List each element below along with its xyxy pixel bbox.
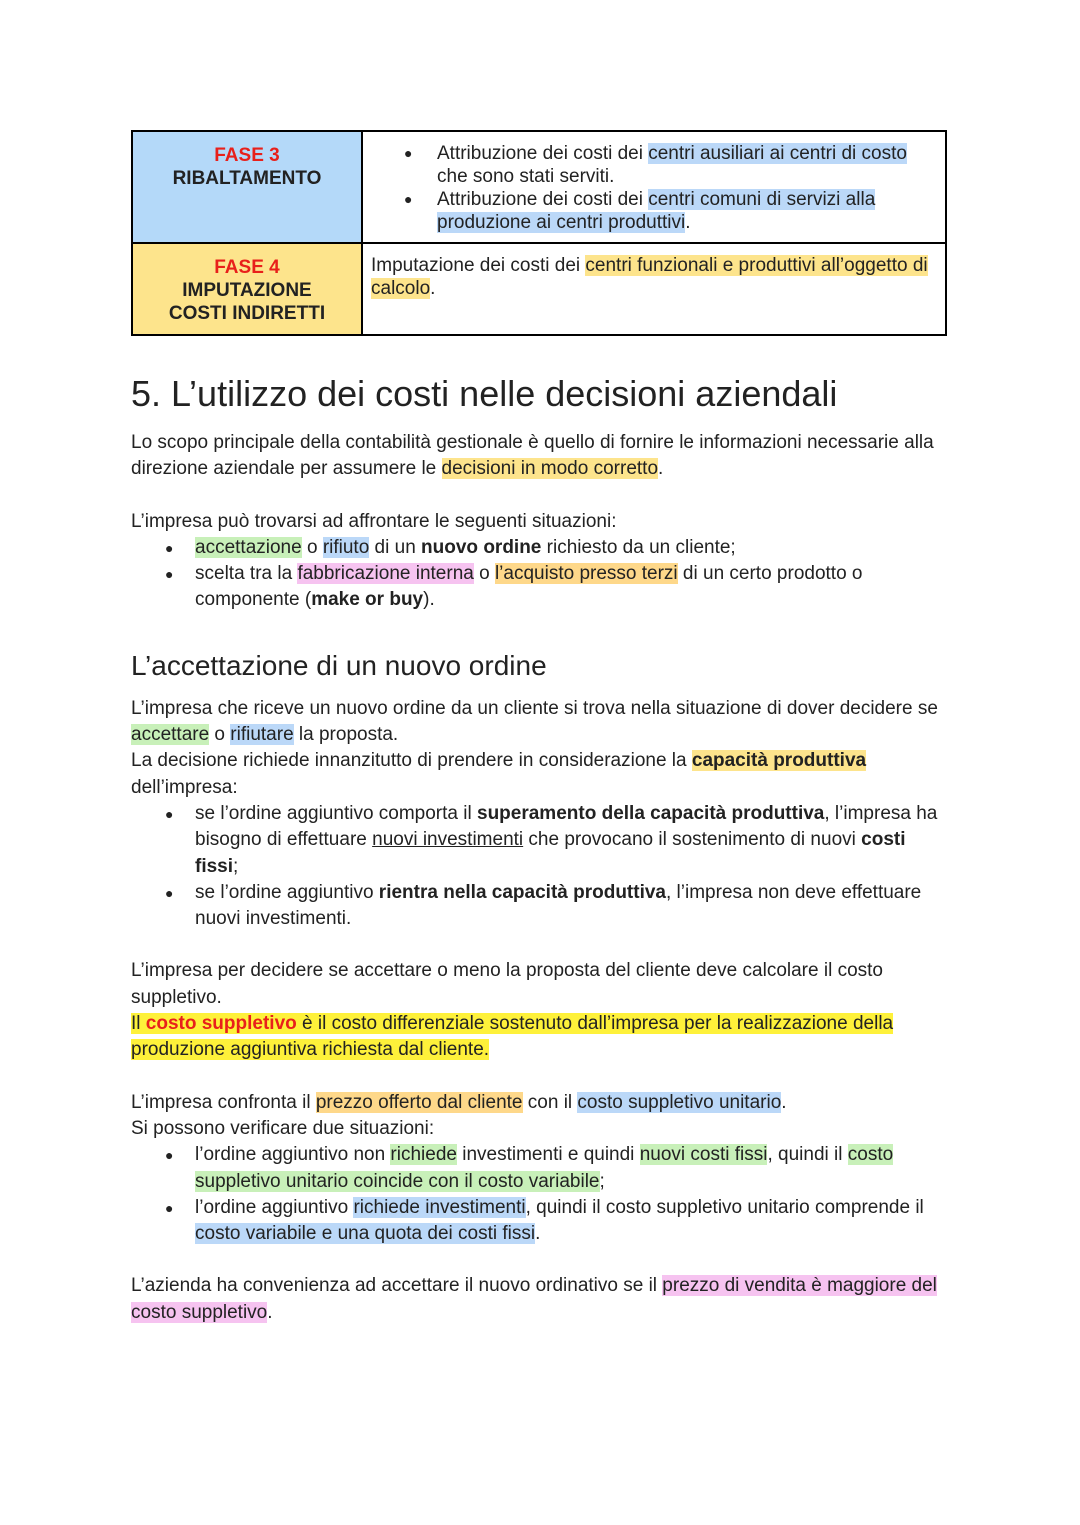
phases-table	[131, 130, 947, 336]
fase3-label-cell	[132, 131, 362, 243]
section-title: 5. L’utilizzo dei costi nelle decisioni aziendali	[131, 373, 838, 414]
list-item: ● se l’ordine aggiuntivo rientra nella capacità produttiva, l’impresa non deve effettuare nuovi investimenti.	[131, 880, 947, 933]
paragraph: L’impresa confronta il prezzo offerto dal cliente con il costo suppletivo unitario.	[131, 1091, 787, 1113]
fase3-name: RIBALTAMENTO	[172, 168, 322, 189]
paragraph: Si possono verificare due situazioni:	[131, 1117, 435, 1139]
fase3-number: FASE 3	[214, 145, 280, 166]
list-item: ● se l’ordine aggiuntivo comporta il superamento della capacità produttiva, l’impresa ha bisogno di effettuare nuovi investimenti che provocano il sostenimento di nuovi costi fissi;	[131, 801, 947, 880]
list-item: ● scelta tra la fabbricazione interna o l’acquisto presso terzi di un certo prodotto o componente (make or buy).	[131, 561, 947, 614]
subsection-title: L’accettazione di un nuovo ordine	[131, 649, 547, 681]
situations-list	[131, 535, 947, 614]
table-row-fase3	[132, 131, 946, 243]
document-page	[131, 130, 947, 1326]
paragraph: La decisione richiede innanzitutto di prendere in considerazione la capacità produttiva dell’impresa:	[131, 750, 867, 798]
capacity-list	[131, 801, 947, 932]
fase4-label-cell	[132, 243, 362, 335]
paragraph: Lo scopo principale della contabilità gestionale è quello di fornire le informazioni necessarie alla direzione aziendale per assumere le decisioni in modo corretto.	[131, 432, 934, 480]
list-item: ● Attribuzione dei costi dei centri ausiliari ai centri di costo che sono stati serviti.	[371, 142, 937, 188]
list-item: ● Attribuzione dei costi dei centri comuni di servizi alla produzione ai centri produttivi.	[371, 188, 937, 234]
paragraph: L’azienda ha convenienza ad accettare il nuovo ordinativo se il prezzo di vendita è maggiore del costo suppletivo.	[131, 1275, 937, 1323]
definition-paragraph: Il costo suppletivo è il costo differenziale sostenuto dall’impresa per la realizzazione della produzione aggiuntiva richiesta dal cliente.	[131, 1013, 894, 1061]
table-row-fase4	[132, 243, 946, 335]
fase3-content-cell	[362, 131, 946, 243]
list-item: ● l’ordine aggiuntivo richiede investimenti, quindi il costo suppletivo unitario comprende il costo variabile e una quota dei costi fissi.	[131, 1195, 947, 1248]
cases-list	[131, 1142, 947, 1247]
document-body	[131, 372, 947, 1326]
fase4-name-line1: IMPUTAZIONE	[182, 280, 312, 301]
fase3-bullets	[371, 142, 937, 234]
fase4-name-line2: COSTI INDIRETTI	[168, 303, 326, 324]
paragraph: L’impresa per decidere se accettare o meno la proposta del cliente deve calcolare il costo suppletivo.	[131, 960, 883, 1008]
list-item: ● accettazione o rifiuto di un nuovo ordine richiesto da un cliente;	[131, 535, 947, 561]
paragraph: L’impresa che riceve un nuovo ordine da un cliente si trova nella situazione di dover decidere se accettare o rifiutare la proposta.	[131, 697, 938, 746]
paragraph: L’impresa può trovarsi ad affrontare le seguenti situazioni:	[131, 510, 617, 532]
fase4-content-cell: Imputazione dei costi dei centri funzionali e produttivi all’oggetto di calcolo.	[362, 243, 946, 335]
list-item: ● l’ordine aggiuntivo non richiede investimenti e quindi nuovi costi fissi, quindi il costo suppletivo unitario coincide con il costo variabile;	[131, 1142, 947, 1195]
fase4-number: FASE 4	[214, 257, 280, 278]
